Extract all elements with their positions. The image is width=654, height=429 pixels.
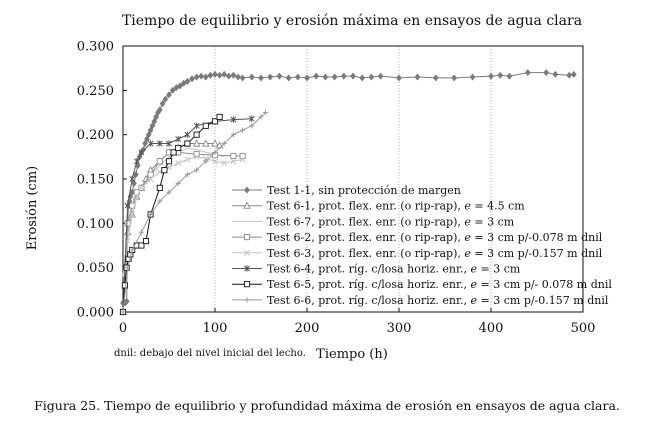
data-point [148,172,153,177]
data-point [162,168,167,173]
data-point [208,72,213,78]
data-point [314,73,319,79]
data-point [157,159,162,164]
data-point [258,75,263,81]
data-point [244,297,249,302]
data-point [249,74,254,80]
data-point [194,152,199,157]
y-axis-ticks [77,40,127,321]
data-point [544,69,549,75]
chart-title: Tiempo de equilibrio y erosión máxima en ensayos de agua clara [121,13,583,29]
data-point [350,73,355,79]
data-point [194,74,199,80]
y-tick-label: 0.250 [76,83,114,99]
data-point [567,72,572,78]
y-tick-label: 0.100 [76,216,114,232]
data-point [176,145,181,150]
data-point [571,71,576,77]
x-tick-label: 0 [118,321,128,336]
data-point [217,72,222,78]
data-point [194,132,199,137]
data-point [553,71,558,77]
data-point [143,238,148,243]
y-tick-label: 0.150 [76,172,114,188]
legend-item [232,294,609,307]
data-point [122,283,127,288]
data-point [277,73,282,79]
data-point [235,74,240,80]
data-point [488,73,493,79]
data-point [268,74,273,80]
data-point [498,72,503,78]
legend-item [232,200,525,213]
legend-item [232,215,515,228]
legend-item [232,247,603,260]
data-point [433,75,438,81]
legend-label: Test 6-2, prot. flex. enr. (o rip-rap), e = 3 cm p/-0.078 m dnil [267,231,603,245]
x-tick-label: 100 [202,321,228,336]
legend-item [232,184,461,197]
data-point [176,160,181,165]
legend [232,184,612,307]
x-tick-label: 400 [478,321,504,336]
data-point [452,75,457,81]
legend-label: Test 6-3, prot. flex. enr. (o rip-rap), e = 3 cm p/-0.157 m dnil [267,246,603,260]
data-point [525,69,530,75]
data-point [212,71,217,77]
data-point [185,157,190,162]
data-point [304,75,309,81]
footnote: dnil: debajo del nivel inicial del lecho. [114,348,306,359]
data-point [185,141,190,146]
data-point [226,73,231,79]
data-point [130,176,135,182]
y-tick-label: 0.000 [76,305,114,321]
data-point [240,75,245,81]
data-point [244,235,249,240]
data-point [415,74,420,80]
data-point [286,75,291,81]
data-point [217,114,222,119]
data-point [185,131,190,137]
series-5 [120,154,245,314]
data-point [507,73,512,79]
data-point [199,73,204,79]
data-point [139,230,144,235]
x-tick-label: 200 [294,321,320,336]
data-point [244,282,249,287]
y-axis-label: Erosión (cm) [25,165,40,251]
data-point [203,123,208,128]
data-point [332,74,337,80]
data-point [369,74,374,80]
data-point [470,74,475,80]
x-axis-label: Tiempo (h) [316,347,388,362]
legend-label: Test 6-5, prot. ríg. c/losa horiz. enr., e = 3 cm p/- 0.078 m dnil [267,278,612,292]
data-point [189,76,194,82]
y-tick-label: 0.200 [76,128,114,144]
data-point [157,185,162,190]
data-point [231,153,236,158]
legend-item [232,278,612,291]
legend-label: Test 6-6, prot. ríg. c/losa horiz. enr., e = 3 cm p/-0.157 m dnil [267,293,609,307]
data-point [222,71,227,77]
legend-item [232,231,603,244]
legend-label: Test 1-1, sin protección de margen [267,184,461,197]
data-point [240,128,245,133]
data-point [341,73,346,79]
y-tick-label: 0.050 [76,261,114,277]
data-point [176,136,181,142]
data-point [396,75,401,81]
legend-item [232,263,521,276]
x-tick-label: 500 [570,321,596,336]
data-point [231,72,236,78]
data-point [360,75,365,81]
data-point [203,74,208,80]
legend-label: Test 6-4, prot. ríg. c/losa horiz. enr., e = 3 cm [267,262,521,276]
data-point [378,73,383,79]
y-tick-label: 0.300 [76,39,114,55]
data-point [244,187,249,193]
x-tick-label: 300 [386,321,412,336]
legend-label: Test 6-7, prot. flex. enr. (o rip-rap), e = 3 cm [267,215,515,229]
figure-caption: Figura 25. Tiempo de equilibrio y profundidad máxima de erosión en ensayos de agua clara. [34,398,620,413]
data-point [125,221,130,226]
data-point [295,74,300,80]
legend-label: Test 6-1, prot. flex. enr. (o rip-rap), e = 4.5 cm [267,199,525,213]
data-point [323,74,328,80]
data-point [166,159,171,164]
